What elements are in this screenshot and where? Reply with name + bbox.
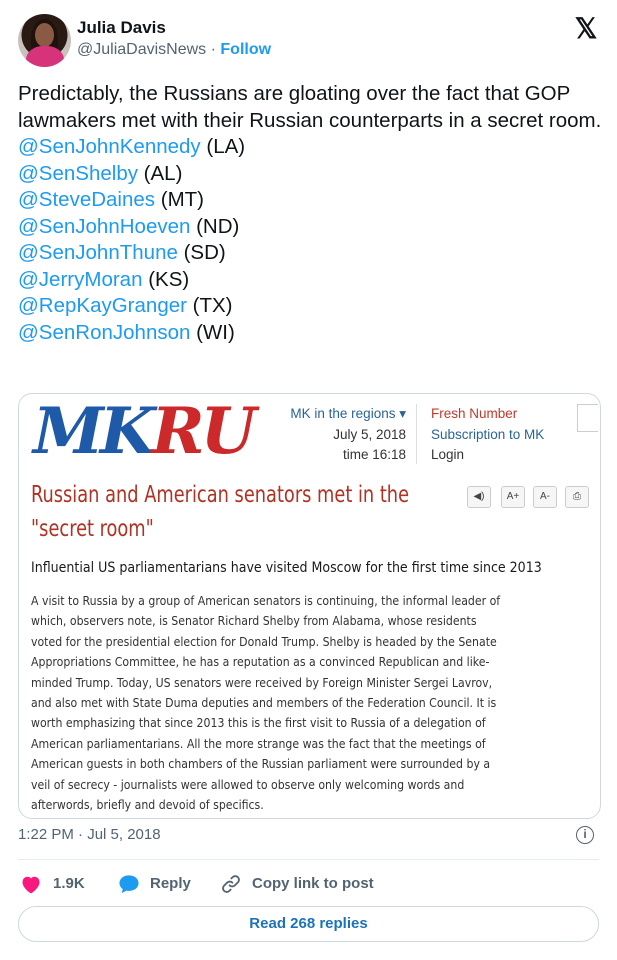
handle-separator: ·	[210, 41, 216, 58]
author-handle-line	[77, 41, 271, 59]
read-replies-button[interactable]: Read 268 replies	[18, 906, 599, 942]
article-line: veil of secrecy - journalists were allowed to observe only welcoming words and	[31, 776, 465, 792]
article-line: American guests in both chambers of the Russian parliament were surrounded by a	[31, 756, 491, 772]
mention-state: (KS)	[148, 267, 190, 291]
article-body	[31, 591, 588, 815]
avatar-face	[35, 23, 54, 47]
mention-state: (AL)	[143, 161, 183, 185]
fresh-number-link: Fresh Number	[431, 406, 518, 421]
copy-link-button[interactable]	[220, 871, 390, 897]
font-decrease-icon: A-	[533, 486, 557, 508]
like-count: 1.9K	[53, 875, 85, 892]
mention-link[interactable]: @SenJohnThune	[18, 241, 178, 264]
article-line: minded Trump. Today, US senators were received by Foreign Minister Sergei Lavrov,	[31, 674, 493, 690]
speech-bubble-icon	[118, 874, 140, 894]
mk-logo-text: MK	[33, 394, 152, 469]
mention-state: (ND)	[196, 214, 240, 238]
article-line: voted for the presidential election for Donald Trump. Shelby is headed by the Senate	[31, 633, 497, 649]
article-line: American parliamentarians. All the more strange was the fact that the meetings of	[31, 735, 486, 751]
subscription-link: Subscription to MK	[431, 426, 545, 442]
reply-button[interactable]	[118, 871, 208, 897]
avatar[interactable]	[18, 14, 71, 67]
mention-link[interactable]: @JerryMoran	[18, 267, 143, 291]
copy-link-label: Copy link to post	[252, 875, 374, 892]
article-line: and also met with State Duma deputies and members of the Federation Council. It is	[31, 695, 497, 711]
headline-line: Russian and American senators met in the	[31, 482, 410, 508]
regions-dropdown: MK in the regions ▾	[290, 406, 406, 421]
headline-line: "secret room"	[31, 516, 154, 542]
article-subheadline: Influential US parliamentarians have visited Moscow for the first time since 2013	[31, 560, 542, 576]
mention-state: (SD)	[183, 241, 226, 264]
mention-state: (LA)	[206, 135, 246, 158]
mention-state: (WI)	[196, 320, 235, 344]
font-increase-icon: A+	[501, 486, 525, 508]
article-line: worth emphasizing that since 2013 this is the first visit to Russia of a delegation of	[31, 715, 486, 731]
tweet-header	[18, 14, 599, 68]
article-date: July 5, 2018	[333, 426, 406, 442]
meta-divider	[416, 404, 417, 464]
tweet-text	[18, 81, 603, 346]
action-bar	[18, 871, 599, 897]
mention-link[interactable]: @SenJohnKennedy	[18, 135, 201, 158]
print-icon: ⎙	[565, 486, 589, 508]
mention-link[interactable]: @RepKayGranger	[18, 294, 187, 317]
author-handle[interactable]: @JuliaDavisNews	[77, 41, 207, 58]
link-icon	[220, 873, 242, 895]
corner-box	[577, 404, 598, 432]
mention-link[interactable]: @SenJohnHoeven	[18, 214, 191, 238]
article-headline	[31, 478, 478, 546]
article-line: which, observers note, is Senator Richard Shelby from Alabama, whose residents	[31, 613, 477, 629]
mkru-logo	[33, 394, 273, 469]
mention-link[interactable]: @SenRonJohnson	[18, 320, 191, 344]
tweet-timestamp[interactable]: 1:22 PM · Jul 5, 2018	[18, 826, 161, 843]
divider	[18, 859, 599, 860]
article-meta	[276, 404, 406, 466]
author-name[interactable]: Julia Davis	[77, 18, 166, 37]
follow-button[interactable]: Follow	[220, 41, 272, 58]
mention-state: (MT)	[160, 188, 205, 211]
like-button[interactable]	[18, 871, 98, 897]
mention-state: (TX)	[192, 294, 233, 317]
article-line: Appropriations Committee, he has a reputation as a convinced Republican and like-	[31, 654, 490, 670]
article-line: afterwords, briefly and devoid of specifics.	[31, 797, 264, 813]
ru-logo-text: RU	[151, 394, 253, 469]
heart-icon	[18, 872, 44, 896]
article-line: A visit to Russia by a group of American senators is continuing, the informal leader of	[31, 593, 501, 608]
info-icon[interactable]: i	[576, 826, 594, 844]
mention-link[interactable]: @SenShelby	[18, 161, 138, 185]
avatar-body	[26, 46, 64, 67]
tweet-intro: Predictably, the Russians are gloating over the fact that GOP lawmakers met with their Russian counterparts in a secret room.	[18, 82, 602, 132]
speaker-icon: ◀)	[467, 486, 491, 508]
x-logo-icon[interactable]: 𝕏	[574, 13, 598, 44]
attached-image[interactable]	[18, 393, 601, 819]
mention-link[interactable]: @SteveDaines	[18, 188, 156, 211]
article-time: time 16:18	[342, 447, 406, 462]
site-links	[431, 404, 571, 466]
reply-label: Reply	[150, 875, 191, 892]
login-link: Login	[431, 447, 465, 462]
